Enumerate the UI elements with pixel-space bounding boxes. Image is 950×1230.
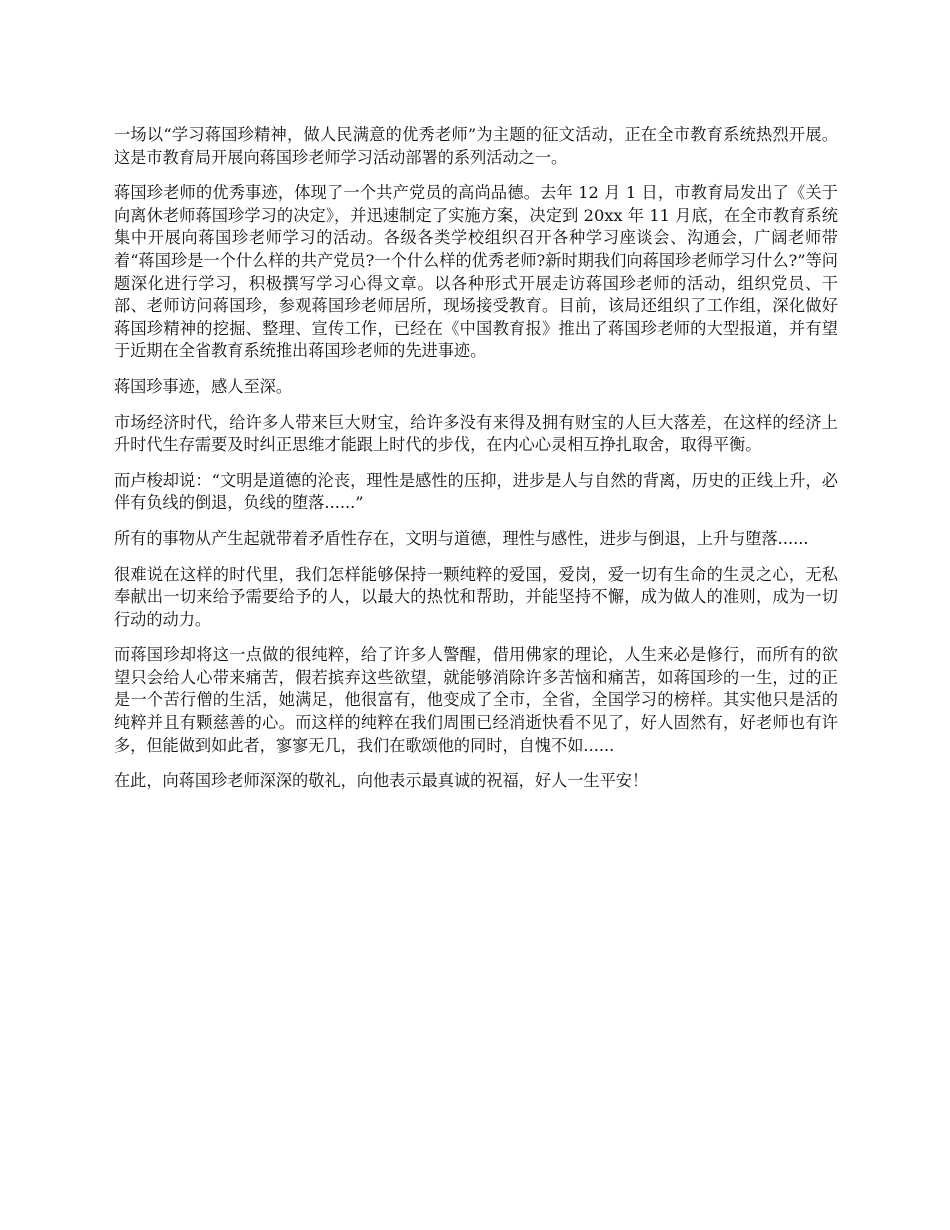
paragraph-1: 一场以“学习蒋国珍精神，做人民满意的优秀老师”为主题的征文活动，正在全市教育系统热烈开展。这是市教育局开展向蒋国珍老师学习活动部署的系列活动之一。	[114, 125, 838, 167]
paragraph-8: 而蒋国珍却将这一点做的很纯粹，给了许多人警醒，借用佛家的理论，人生来必是修行，而所有的欲望只会给人心带来痛苦，假若摈弃这些欲望，就能够消除许多苦恼和痛苦，如蒋国珍的一生，过的正是一个苦行僧的生活，她满足，他很富有，他变成了全市，全省，全国学习的榜样。其实他只是活的纯粹并且有颗慈善的心。而这样的纯粹在我们周围已经消逝快看不见了，好人固然有，好老师也有许多，但能做到如此者，寥寥无几，我们在歌颂他的同时，自愧不如......	[114, 645, 838, 755]
paragraph-2: 蒋国珍老师的优秀事迹，体现了一个共产党员的高尚品德。去年 12 月 1 日，市教育局发出了《关于向离休老师蒋国珍学习的决定》，并迅速制定了实施方案，决定到 20xx 年 11 月底，在全市教育系统集中开展向蒋国珍老师学习的活动。各级各类学校组织召开各种学习座谈会、沟通会，广阔老师带着“蒋国珍是一个什么样的共产党员?一个什么样的优秀老师?新时期我们向蒋国珍老师学习什么?”等问题深化进行学习，积极撰写学习心得文章。以各种形式开展走访蒋国珍老师的活动，组织党员、干部、老师访问蒋国珍，参观蒋国珍老师居所，现场接受教育。目前，该局还组织了工作组，深化做好蒋国珍精神的挖掘、整理、宣传工作，已经在《中国教育报》推出了蒋国珍老师的大型报道，并有望于近期在全省教育系统推出蒋国珍老师的先进事迹。	[114, 183, 838, 361]
paragraph-9: 在此，向蒋国珍老师深深的敬礼，向他表示最真诚的祝福，好人一生平安！	[114, 771, 649, 791]
paragraph-3: 蒋国珍事迹，感人至深。	[114, 376, 293, 396]
paragraph-7: 很难说在这样的时代里，我们怎样能够保持一颗纯粹的爱国，爱岗，爱一切有生命的生灵之心，无私奉献出一切来给予需要给予的人，以最大的热忱和帮助，并能坚持不懈，成为做人的准则，成为一切行动的动力。	[114, 564, 838, 629]
paragraph-5: 而卢梭却说：“文明是道德的沦丧，理性是感性的压抑，进步是人与自然的背离，历史的正线上升，必伴有负线的倒退，负线的堕落......”	[114, 470, 838, 513]
document-body	[114, 124, 838, 806]
paragraph-4: 市场经济时代，给许多人带来巨大财宝，给许多没有来得及拥有财宝的人巨大落差，在这样的经济上升时代生存需要及时纠正思维才能跟上时代的步伐，在内心心灵相互挣扎取舍，取得平衡。	[114, 412, 838, 455]
paragraph-6: 所有的事物从产生起就带着矛盾性存在，文明与道德，理性与感性，进步与倒退，上升与堕落......	[114, 528, 809, 548]
